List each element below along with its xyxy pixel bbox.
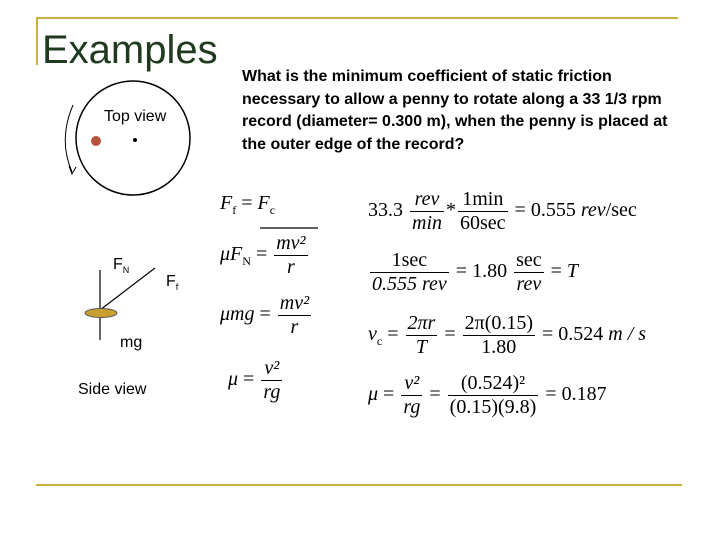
record-center-dot (133, 138, 137, 142)
slide-title: Examples (42, 28, 218, 72)
eq-left-4: μ = $\frac{\text{v²}}{rg}$ (228, 357, 281, 403)
eq-right-4: μ = $\frac{\text{v²}}{rg}$ = $\frac{\text{(0.524)²}}{(0.15)(9.8)}$ = 0.187 (368, 372, 607, 418)
penny-side-view (85, 309, 117, 318)
eq-left-1: $F_f = F_c$ (220, 192, 276, 217)
eq-left-2: $\mu F_N$ = $\frac{\text{mv²}}{r}$ (220, 232, 306, 278)
normal-force-label: $F_N$ (113, 256, 130, 276)
eq-right-1: 33.3 $\frac{\text{rev}}{\min}$ * $\frac{1\min}{60\sec}$ = 0.555 rev/sec (368, 188, 637, 234)
eq-right-2: $\frac{1\sec}{\text{0.555 rev}}$ = 1.80 $\frac{\sec}{\text{rev}}$ = T (372, 249, 579, 295)
top-view-label: Top view (104, 108, 167, 125)
side-view-label: Side view (78, 381, 147, 398)
eq-left-3: μmg = $\frac{\text{mv²}}{r}$ (220, 292, 310, 338)
friction-force-label: $F_f$ (166, 273, 179, 293)
question-text: What is the minimum coefficient of static friction necessary to allow a penny to rotate along a 33 1/3 rpm record (diameter= 0.300 m), when the penny is placed at the outer edge of the record? (242, 68, 668, 153)
rotation-arrow (65, 105, 73, 172)
eq-right-3: $v_c$ = $\frac{2\pi r}{T}$ = $\frac{2\pi(0.15)}{1.80}$ = 0.524 m / s (368, 312, 647, 358)
weight-label: mg (120, 334, 143, 351)
penny-top-view (91, 136, 101, 146)
